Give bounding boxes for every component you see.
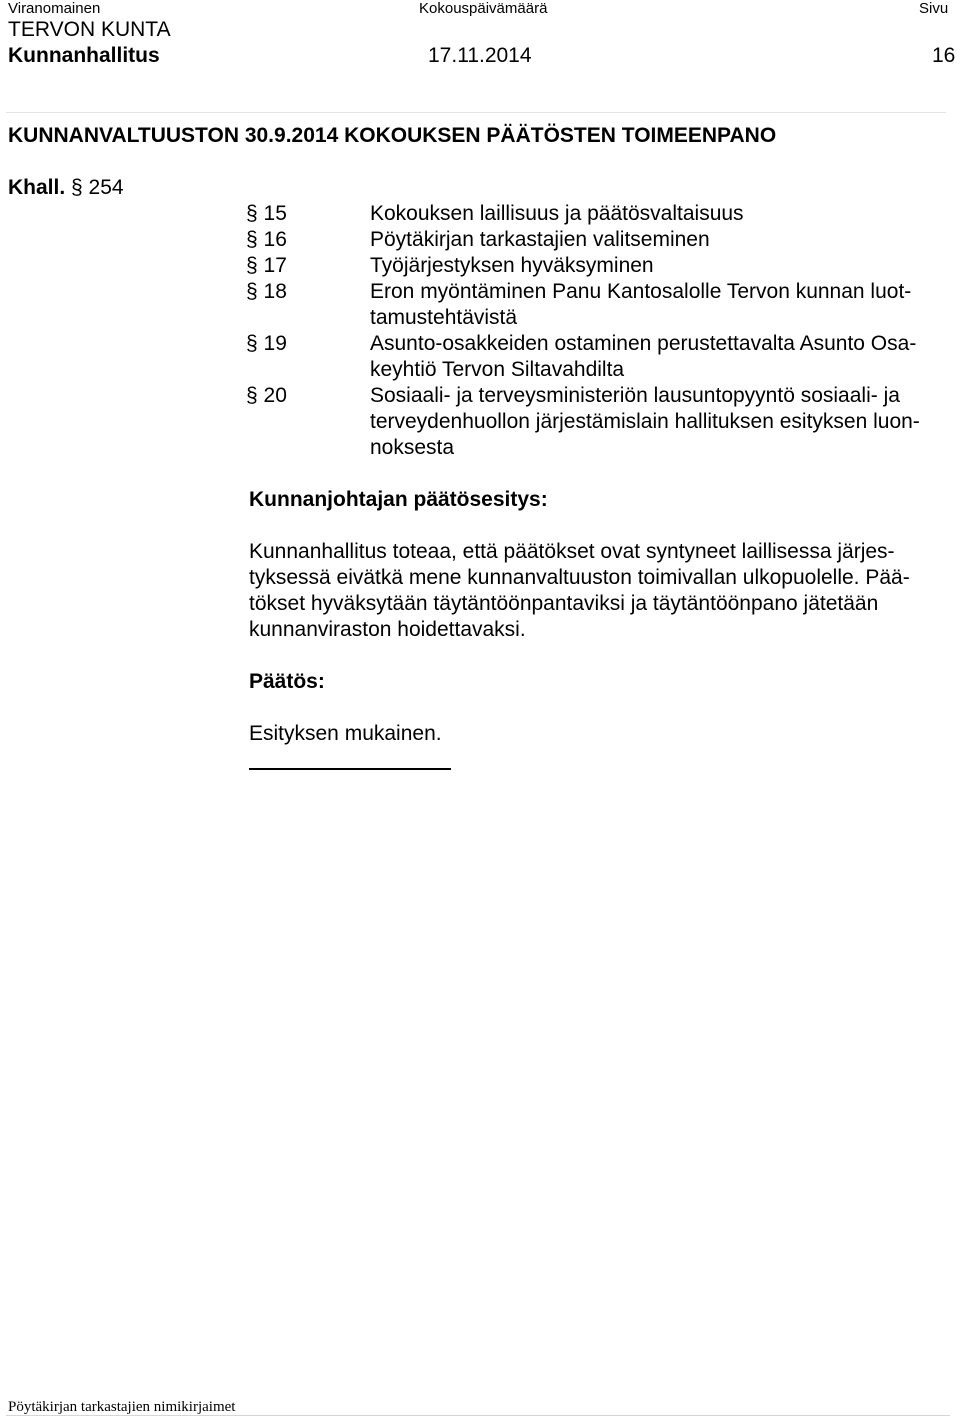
- section-label: Khall.: [8, 176, 66, 199]
- agenda-item-number: § 15: [246, 202, 287, 225]
- agenda-item-text: Kokouksen laillisuus ja päätösvaltaisuus: [370, 202, 744, 225]
- agenda-item-text: Työjärjestyksen hyväksyminen: [370, 254, 654, 277]
- agenda-item: [0, 279, 960, 331]
- agenda-item-number: § 20: [246, 384, 287, 407]
- agenda-item-number: § 19: [246, 332, 287, 355]
- agenda-item: [0, 383, 960, 461]
- agenda-list: [0, 201, 960, 461]
- decision-text: Esityksen mukainen.: [249, 722, 442, 745]
- agenda-item-text: Sosiaali- ja terveysministeriön lausuntopyyntö sosiaali- ja terveydenhuollon järjestämislain hallituksen esityksen luon- noksesta: [370, 384, 920, 459]
- header-page-label: Sivu: [919, 0, 949, 17]
- agenda-item: [0, 331, 960, 383]
- footer-divider: [6, 1415, 950, 1416]
- agenda-item: [0, 253, 960, 279]
- header-page-number: 16: [932, 44, 956, 67]
- agenda-item: [0, 201, 960, 227]
- header-meeting-date-label: Kokouspäivämäärä: [419, 0, 548, 17]
- header-body: Kunnanhallitus: [8, 44, 160, 67]
- proposal-heading: Kunnanjohtajan päätösesitys:: [249, 488, 548, 511]
- page-title: KUNNANVALTUUSTON 30.9.2014 KOKOUKSEN PÄÄTÖSTEN TOIMEENPANO: [8, 124, 777, 147]
- section-number: § 254: [71, 176, 124, 199]
- agenda-item-number: § 17: [246, 254, 287, 277]
- header-authority-label: Viranomainen: [8, 0, 101, 17]
- header-divider: [6, 112, 946, 113]
- agenda-item-text: Eron myöntäminen Panu Kantosalolle Tervon kunnan luot- tamustehtävistä: [370, 280, 912, 329]
- agenda-item-text: Asunto-osakkeiden ostaminen perustettavalta Asunto Osa- keyhtiö Tervon Siltavahdilta: [370, 332, 917, 381]
- footer-initials-label: Pöytäkirjan tarkastajien nimikirjaimet: [8, 1399, 236, 1415]
- agenda-item-number: § 18: [246, 280, 287, 303]
- agenda-item-text: Pöytäkirjan tarkastajien valitseminen: [370, 228, 710, 251]
- agenda-item-number: § 16: [246, 228, 287, 251]
- decision-heading: Päätös:: [249, 670, 325, 693]
- proposal-text: Kunnanhallitus toteaa, että päätökset ovat syntyneet laillisessa järjes- tyksessä eivätkä mene kunnanvaltuuston toimivallan ulkopuolelle. Pää- tökset hyväksytään täytäntöönpantaviksi ja täytäntöönpano jätetään kunnanviraston hoidettavaksi.: [249, 540, 910, 641]
- end-rule: [249, 768, 451, 770]
- section-reference: [8, 175, 124, 201]
- header-municipality: TERVON KUNTA: [8, 18, 171, 41]
- agenda-item: [0, 227, 960, 253]
- header-date: 17.11.2014: [428, 44, 532, 67]
